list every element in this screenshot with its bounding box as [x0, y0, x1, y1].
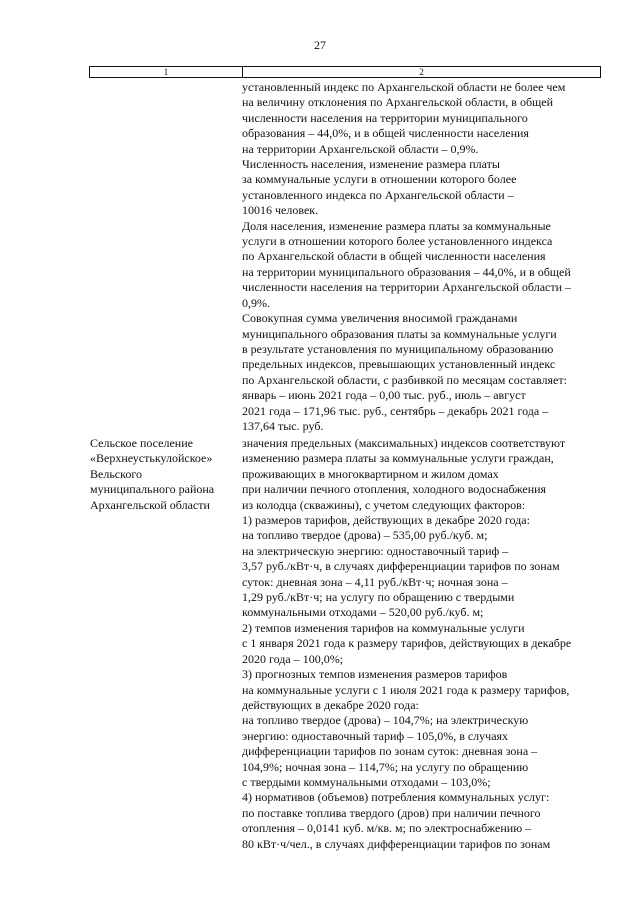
text-line: на коммунальные услуги с 1 июля 2021 года к размеру тарифов, [242, 682, 570, 697]
text-line: при наличии печного отопления, холодного водоснабжения [242, 482, 547, 497]
text-line: 2021 года – 171,96 тыс. руб., сентябрь – декабрь 2021 года – [242, 403, 549, 418]
text-line: муниципального образования платы за коммунальные услуги [242, 326, 557, 341]
text-line: изменению размера платы за коммунальные услуги граждан, [242, 451, 554, 466]
row1-text [242, 80, 602, 434]
text-line: численности населения на территории Архангельской области – [242, 280, 572, 295]
text-line: 104,9%; ночная зона – 114,7%; на услугу по обращению [242, 759, 529, 774]
text-line: предельных индексов, превышающих установленный индекс [242, 357, 556, 372]
text-line: за коммунальные услуги в отношении которого более [242, 172, 517, 187]
text-line: образования – 44,0%, и в общей численности населения [242, 126, 529, 141]
text-line: проживающих в многоквартирном и жилом домах [242, 466, 499, 481]
text-line: энергию: одноставочный тариф – 105,0%, в случаях [242, 728, 509, 743]
text-line: услуги в отношении которого более установленного индекса [242, 234, 553, 249]
text-line: 3,57 руб./кВт·ч, в случаях дифференциации тарифов по зонам [242, 559, 560, 574]
text-line: по Архангельской области в общей численности населения [242, 249, 546, 264]
text-line: в результате установления по муниципальному образованию [242, 341, 554, 356]
text-line: 10016 человек. [242, 203, 319, 218]
text-line: из колодца (скважины), с учетом следующих факторов: [242, 497, 526, 512]
text-line: на электрическую энергию: одноставочный тариф – [242, 543, 509, 558]
text-line: 137,64 тыс. руб. [242, 418, 324, 433]
text-line: Сельское поселение [90, 436, 193, 450]
text-line: дифференциации тарифов по зонам суток: дневная зона – [242, 744, 538, 759]
text-line: на территории Архангельской области – 0,9%. [242, 141, 479, 156]
text-line: на территории муниципального образования – 44,0%, и в общей [242, 264, 571, 279]
text-line: действующих в декабре 2020 года: [242, 697, 419, 712]
text-line: на величину отклонения по Архангельской области, в общей [242, 95, 554, 110]
text-line: с твердыми коммунальными отходами – 103,0%; [242, 774, 491, 789]
text-line: отопления – 0,0141 куб. м/кв. м; по электроснабжению – [242, 821, 532, 836]
text-line: 2020 года – 100,0%; [242, 651, 344, 666]
text-line: установленного индекса по Архангельской области – [242, 187, 514, 202]
text-line: 80 кВт·ч/чел., в случаях дифференциации тарифов по зонам [242, 836, 551, 851]
text-line: Вельского [90, 466, 142, 481]
text-line: по Архангельской области, с разбивкой по месяцам составляет: [242, 372, 567, 387]
text-line: 1) размеров тарифов, действующих в декабре 2020 года: [242, 513, 530, 528]
row2-text [242, 436, 602, 852]
table-header-row [89, 66, 601, 78]
text-line: 2) темпов изменения тарифов на коммунальные услуги [242, 620, 525, 635]
text-line: 1,29 руб./кВт·ч; на услугу по обращению с твердыми [242, 590, 515, 605]
text-line: с 1 января 2021 года к размеру тарифов, действующих в декабре [242, 636, 572, 651]
text-line: Численность населения, изменение размера платы [242, 157, 500, 172]
text-line: муниципального района [90, 482, 215, 497]
text-line: 4) нормативов (объемов) потребления коммунальных услуг: [242, 790, 550, 805]
text-line: численности населения на территории муниципального [242, 110, 528, 125]
text-line: «Верхнеустькулойское» [90, 451, 213, 466]
text-line: значения предельных (максимальных) индексов соответствуют [242, 436, 566, 450]
table-header-col1: 1 [90, 67, 243, 77]
text-line: установленный индекс по Архангельской области не более чем [242, 80, 566, 94]
text-line: январь – июнь 2021 года – 0,00 тыс. руб., июль – август [242, 388, 526, 403]
text-line: 3) прогнозных темпов изменения размеров тарифов [242, 667, 508, 682]
row2-place-name [90, 436, 238, 513]
text-line: коммунальными отходами – 520,00 руб./куб. м; [242, 605, 484, 620]
text-line: на топливо твердое (дрова) – 104,7%; на электрическую [242, 713, 529, 728]
text-line: суток: дневная зона – 4,11 руб./кВт·ч; ночная зона – [242, 574, 508, 589]
text-line: Архангельской области [90, 497, 210, 512]
text-line: на топливо твердое (дрова) – 535,00 руб./куб. м; [242, 528, 488, 543]
text-line: Совокупная сумма увеличения вносимой гражданами [242, 311, 518, 326]
text-line: 0,9%. [242, 295, 270, 310]
text-line: Доля населения, изменение размера платы за коммунальные [242, 218, 551, 233]
text-line: по поставке топлива твердого (дров) при наличии печного [242, 805, 541, 820]
table-header-col2: 2 [419, 67, 424, 77]
page-number: 27 [314, 38, 326, 52]
